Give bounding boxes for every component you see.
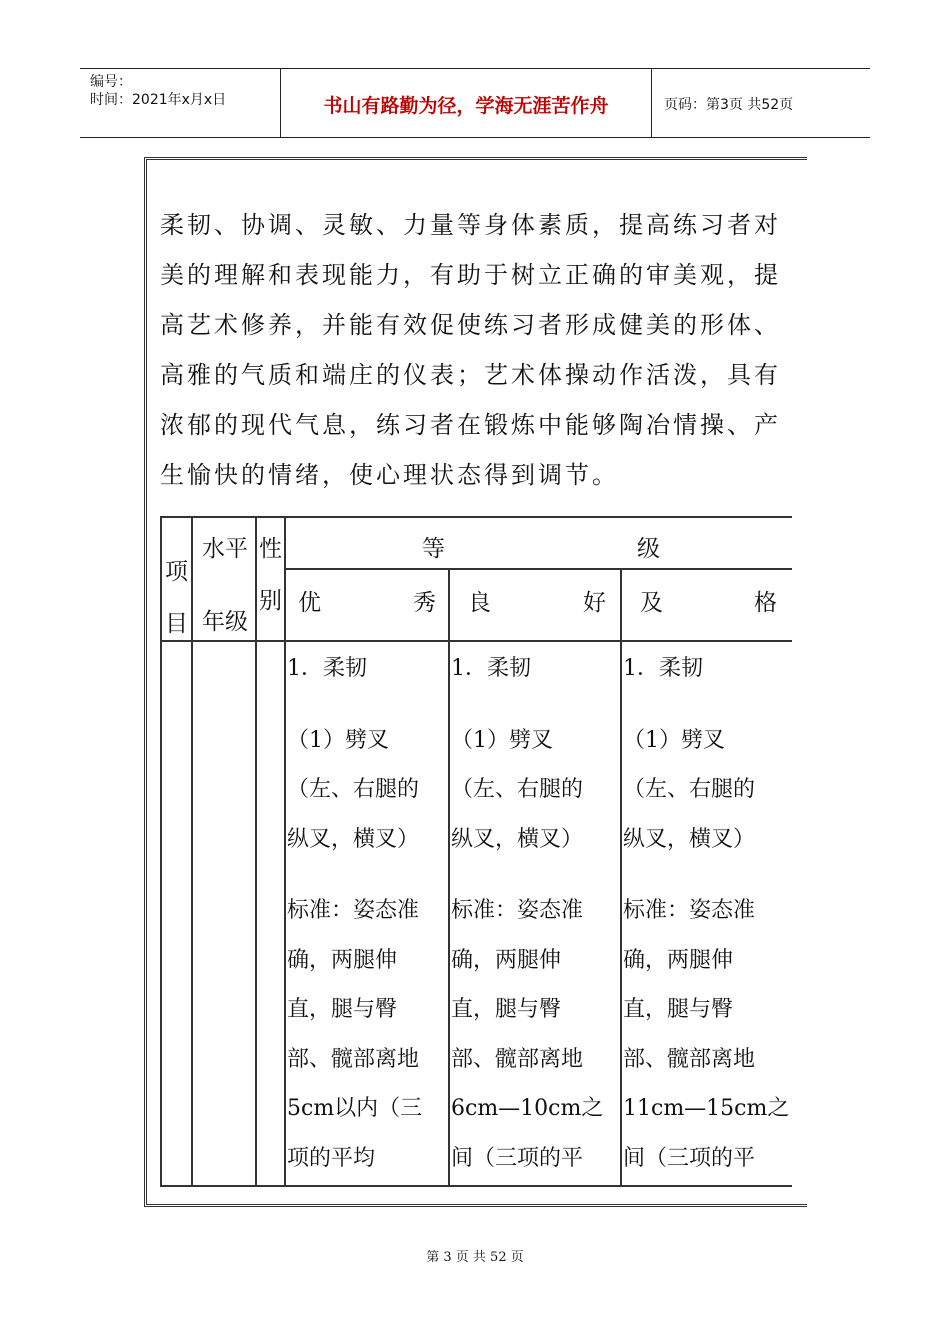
excellent-heading-1: 优 <box>298 590 321 616</box>
criteria-line: 1．柔韧 <box>287 656 367 681</box>
criteria-line: 部、髋部离地 <box>623 1046 756 1072</box>
grade-heading-2: 级 <box>637 536 660 562</box>
criteria-line <box>451 864 603 886</box>
page-info: 页码：第3页 共52页 <box>664 97 794 113</box>
criteria-line: 直，腿与臀 <box>287 997 398 1022</box>
grade-heading-1: 等 <box>422 536 445 562</box>
excellent-heading-2: 秀 <box>413 590 436 616</box>
criteria-line: 确，两腿伸 <box>287 947 398 973</box>
col-level-2: 年级 <box>202 609 248 635</box>
criteria-line <box>451 694 603 716</box>
criteria-line: 部、髋部离地 <box>451 1046 584 1072</box>
table-line-1 <box>191 516 193 1187</box>
criteria-line: 标准：姿态准 <box>451 898 584 923</box>
criteria-line: 1．柔韧 <box>451 656 531 681</box>
criteria-line <box>623 694 789 716</box>
criteria-line: （1）劈叉 <box>287 727 389 753</box>
criteria-line: 5cm以内（三 <box>287 1096 423 1121</box>
criteria-line: 项的平均 <box>287 1145 376 1171</box>
body-paragraph: 柔韧、协调、灵敏、力量等身体素质，提高练习者对美的理解和表现能力，有助于树立正确的审美观，提高艺术修养，并能有效促使练习者形成健美的形体、高雅的气质和端庄的仪表；艺术体操动作活泼，具有浓郁的现代气息，练习者在锻炼中能够陶冶情操、产生愉快的情绪，使心理状态得到调节。 <box>160 211 781 489</box>
criteria-line: 直，腿与臀 <box>623 997 734 1022</box>
table-line-4 <box>448 568 450 1187</box>
criteria-line <box>287 864 422 886</box>
col-item-1: 项 <box>165 559 188 585</box>
criteria-line: 11cm—15cm之 <box>623 1096 790 1121</box>
header-page-cell <box>652 69 870 137</box>
criteria-line: （1）劈叉 <box>623 727 725 753</box>
col-item-2: 目 <box>165 611 188 637</box>
criteria-line: 1．柔韧 <box>623 656 703 681</box>
motto: 书山有路勤为径，学海无涯苦作舟 <box>323 95 609 117</box>
col-level-1: 水平 <box>202 536 248 562</box>
col-gender-2: 别 <box>259 588 282 614</box>
pass-criteria <box>623 644 789 1183</box>
good-heading-2: 好 <box>583 590 606 616</box>
table-line-left <box>160 516 162 1187</box>
good-heading-1: 良 <box>468 590 491 616</box>
criteria-line: 标准：姿态准 <box>287 898 420 923</box>
table-line-2 <box>255 516 257 1187</box>
criteria-line: 纵叉，横叉） <box>451 826 584 852</box>
criteria-line: 纵叉，横叉） <box>623 826 756 852</box>
number-label: 编号： <box>90 74 132 90</box>
criteria-line: 标准：姿态准 <box>623 898 756 923</box>
header-motto-cell <box>281 69 652 137</box>
page-footer: 第 3 页 共 52 页 <box>426 1250 524 1265</box>
excellent-criteria <box>287 644 422 1183</box>
criteria-line: 直，腿与臀 <box>451 997 562 1022</box>
criteria-line: 部、髋部离地 <box>287 1046 420 1072</box>
criteria-line: 纵叉，横叉） <box>287 826 420 852</box>
criteria-line: 确，两腿伸 <box>623 947 734 973</box>
criteria-line: （左、右腿的 <box>287 777 420 802</box>
criteria-line: 间（三项的平 <box>623 1145 756 1171</box>
criteria-line: 6cm—10cm之 <box>451 1096 604 1121</box>
table-sub-header-line <box>284 568 792 570</box>
col-gender-1: 性 <box>259 536 282 562</box>
criteria-line: 确，两腿伸 <box>451 947 562 973</box>
pass-heading-2: 格 <box>754 590 777 616</box>
criteria-line <box>287 694 422 716</box>
criteria-line <box>623 864 789 886</box>
pass-heading-1: 及 <box>640 590 663 616</box>
page-header <box>80 68 870 138</box>
header-meta <box>80 69 281 137</box>
criteria-line: （左、右腿的 <box>623 777 756 802</box>
table-line-5 <box>620 568 622 1187</box>
date-label: 时间：2021年x月x日 <box>90 92 227 108</box>
criteria-line: （1）劈叉 <box>451 727 553 753</box>
table-line-3 <box>284 516 286 1187</box>
criteria-line: （左、右腿的 <box>451 777 584 802</box>
good-criteria <box>451 644 603 1183</box>
criteria-line: 间（三项的平 <box>451 1145 584 1171</box>
